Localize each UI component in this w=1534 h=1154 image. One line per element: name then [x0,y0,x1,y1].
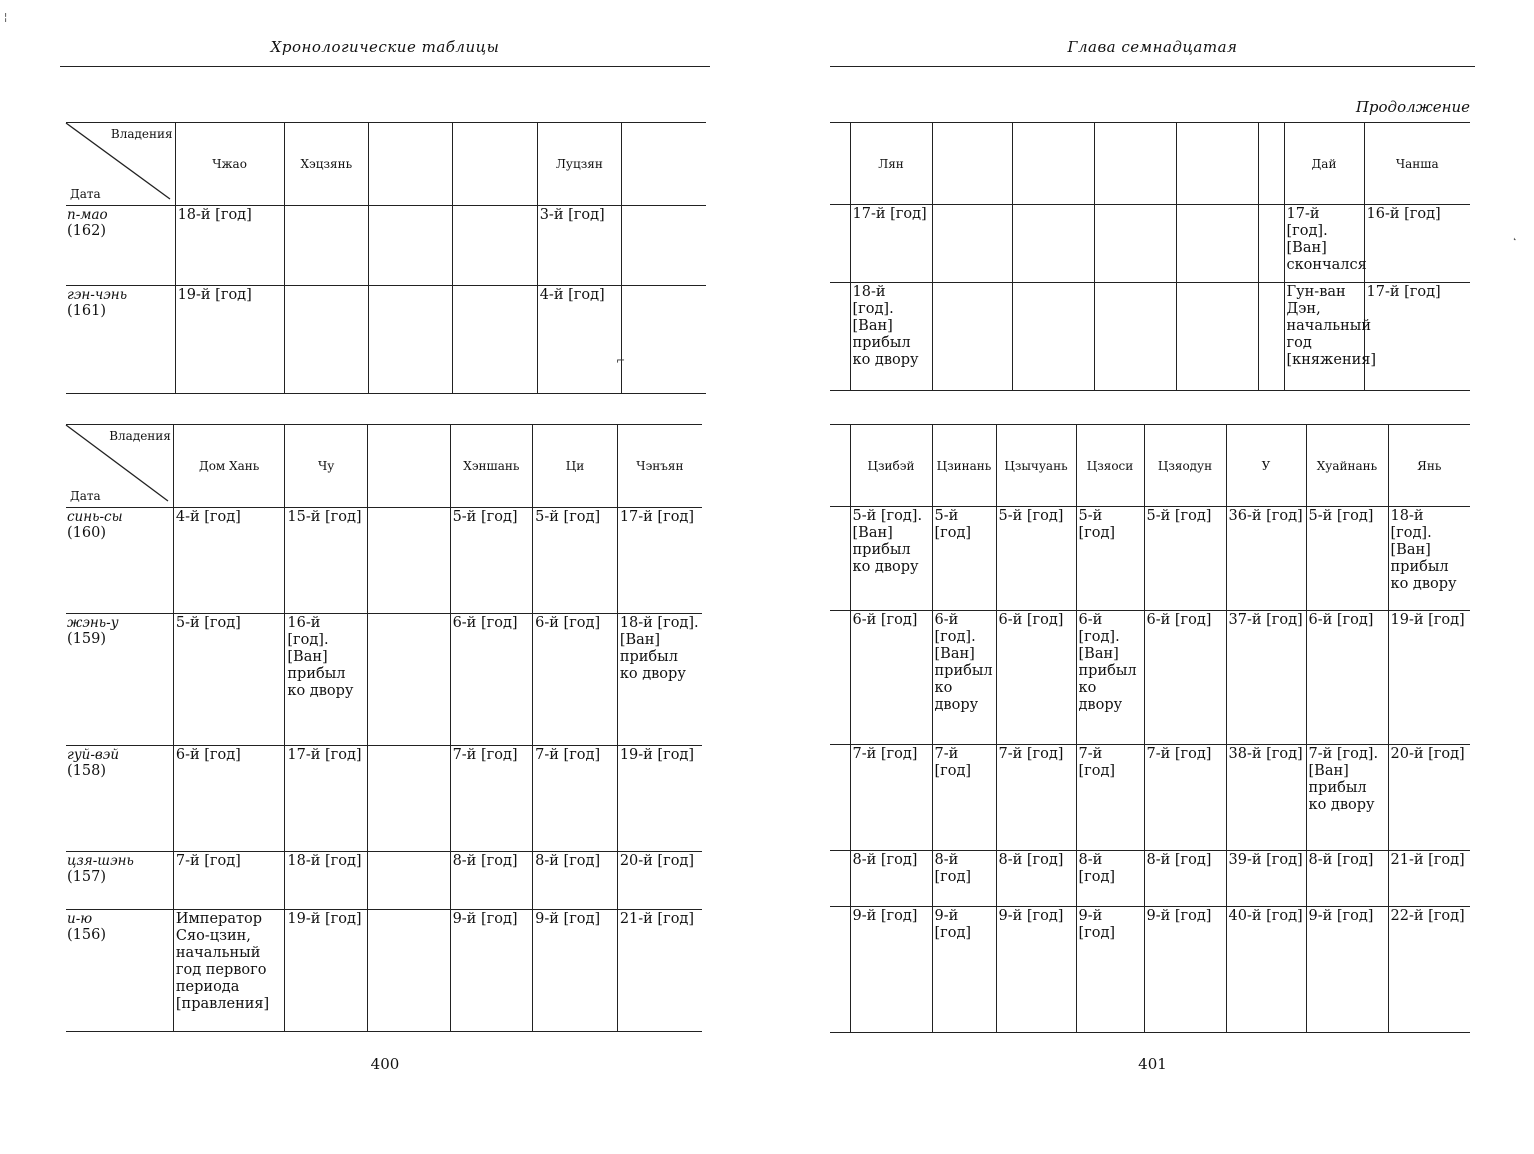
table-cell: 8-й [год] [533,852,618,910]
table-cell: 6-й [год] [996,611,1076,745]
table-row [66,910,702,1032]
column-header: Цзинань [932,425,996,507]
table-cell: 18-й [год] [285,852,368,910]
table-cell: 5-й [год] [173,614,285,746]
table-cell: 5-й [год] [1076,507,1144,611]
date-cell [66,286,175,394]
column-header: Цзычуань [996,425,1076,507]
table-cell: 39-й [год] [1226,851,1306,907]
table-cell: 20-й [год] [1388,745,1470,851]
corner-label-date: Дата [70,489,101,503]
table-cell [453,206,537,286]
date-cyclical-name: и-ю [67,911,93,927]
column-header: Хуайнань [1306,425,1388,507]
table-cell: 8-й [год] [850,851,932,907]
left-running-head: Хронологические таблицы [270,38,500,56]
table-cell: 9-й [год] [1306,907,1388,1033]
table-cell [1176,205,1258,283]
table-cell: 17-й [год] [1364,283,1470,391]
table-row [830,745,1470,851]
table-cell [1176,283,1258,391]
date-cyclical-name: синь-сы [67,509,123,525]
scan-mark: ¦ [4,12,8,23]
table-cell: 9-й [год] [533,910,618,1032]
right-table-top [830,122,1470,391]
table-row [66,614,702,746]
table-cell [284,286,368,394]
table-cell: 6-й [год] [173,746,285,852]
corner-cell [66,123,175,206]
blank-gutter-cell [830,851,850,907]
column-header: Цзяодун [1144,425,1226,507]
table-cell: Император Сяо-цзин, начальный год первого периода [правления] [173,910,285,1032]
table-cell: 19-й [год] [175,286,284,394]
blank-gutter-cell [830,907,850,1033]
table-cell [1094,205,1176,283]
table-row [66,286,706,394]
table-cell: 5-й [год] [1306,507,1388,611]
date-cyclical-name: гэн-чэнь [67,287,128,303]
date-cyclical-name: гуй-вэй [67,747,120,763]
table-row [830,611,1470,745]
table-row [66,206,706,286]
table-cell: 6-й [год]. [Ван] прибыл ко двору [932,611,996,745]
column-header [367,425,450,508]
corner-label-holdings: Владения [110,127,173,141]
table-cell: 5-й [год] [996,507,1076,611]
table-cell: 38-й [год] [1226,745,1306,851]
left-head-rule [60,66,710,67]
column-header [1012,123,1094,205]
table-cell: 17-й [год] [617,508,702,614]
column-header: Ци [533,425,618,508]
column-header [622,123,706,206]
table-cell: 7-й [год] [173,852,285,910]
table-cell: 8-й [год] [932,851,996,907]
table-cell: 8-й [год] [1306,851,1388,907]
table-cell [367,746,450,852]
left-table-bottom-header-row [66,425,702,508]
table-cell: 19-й [год] [1388,611,1470,745]
table-cell [622,286,706,394]
table-cell [1012,205,1094,283]
table-cell: 9-й [год] [996,907,1076,1033]
date-year: (160) [67,525,106,541]
table-cell: 19-й [год] [285,910,368,1032]
column-header: У [1226,425,1306,507]
table-cell: 9-й [год] [1076,907,1144,1033]
table-cell: 7-й [год] [996,745,1076,851]
table-cell: 4-й [год] [173,508,285,614]
table-cell [1258,205,1284,283]
column-header [1094,123,1176,205]
column-header: Чэнъян [617,425,702,508]
table-row [830,205,1470,283]
table-cell: 6-й [год] [1306,611,1388,745]
table-cell: 18-й [год] [175,206,284,286]
column-header: Хэцзянь [284,123,368,206]
left-table-top [66,122,706,394]
table-cell: 16-й [год] [1364,205,1470,283]
table-cell: 5-й [год]. [Ван] прибыл ко двору [850,507,932,611]
table-cell: 9-й [год] [1144,907,1226,1033]
column-header: Хэншань [450,425,533,508]
column-header: Чу [285,425,368,508]
table-cell: 9-й [год] [850,907,932,1033]
table-cell: 21-й [год] [617,910,702,1032]
table-cell [1094,283,1176,391]
date-year: (161) [67,303,106,319]
column-header: Янь [1388,425,1470,507]
column-header: Луцзян [537,123,621,206]
blank-gutter-cell [830,425,850,507]
left-page-number: 400 [370,1055,400,1073]
table-cell: 5-й [год] [1144,507,1226,611]
right-head-rule [830,66,1475,67]
table-cell: 37-й [год] [1226,611,1306,745]
date-year: (157) [67,869,106,885]
table-cell [932,205,1012,283]
left-table-top-header-row [66,123,706,206]
table-cell: 8-й [год] [450,852,533,910]
table-cell: 8-й [год] [996,851,1076,907]
column-header: Чанша [1364,123,1470,205]
table-cell: 18-й [год]. [Ван] прибыл ко двору [1388,507,1470,611]
table-row [66,746,702,852]
column-header: Дай [1284,123,1364,205]
right-page-number: 401 [1138,1055,1167,1073]
table-row [830,851,1470,907]
date-cyclical-name: цзя-шэнь [67,853,134,869]
table-row [830,283,1470,391]
column-header [932,123,1012,205]
table-cell: 6-й [год] [450,614,533,746]
blank-gutter-cell [830,507,850,611]
table-cell: Гун-ван Дэн, начальный год [княжения] [1284,283,1364,391]
table-cell: 9-й [год] [450,910,533,1032]
table-cell: 7-й [год] [1144,745,1226,851]
table-cell [1012,283,1094,391]
table-cell [1258,283,1284,391]
table-cell [622,206,706,286]
table-row [66,508,702,614]
table-cell [368,206,452,286]
table-cell: 6-й [год] [850,611,932,745]
table-cell: 16-й [год]. [Ван] прибыл ко двору [285,614,368,746]
table-row [66,852,702,910]
table-cell: 3-й [год] [537,206,621,286]
table-cell: 22-й [год] [1388,907,1470,1033]
table-cell: 6-й [год] [1144,611,1226,745]
table-cell: 36-й [год] [1226,507,1306,611]
table-cell: 7-й [год] [932,745,996,851]
table-row [830,507,1470,611]
date-cell [66,206,175,286]
date-year: (158) [67,763,106,779]
column-header [368,123,452,206]
right-running-head: Глава семнадцатая [1067,38,1238,56]
table-cell [367,508,450,614]
column-header: Чжао [175,123,284,206]
corner-label-holdings: Владения [109,429,171,443]
table-cell: 5-й [год] [450,508,533,614]
table-cell [367,852,450,910]
table-cell: 8-й [год] [1144,851,1226,907]
date-cell [66,910,173,1032]
date-year: (162) [67,223,106,239]
table-cell [453,286,537,394]
date-cyclical-name: п-мао [67,207,108,223]
right-table-bottom-header-row [830,425,1470,507]
table-cell: 17-й [год] [285,746,368,852]
table-cell [932,283,1012,391]
table-cell [368,286,452,394]
blank-gutter-cell [830,611,850,745]
column-header [1176,123,1258,205]
date-year: (159) [67,631,106,647]
table-row [830,907,1470,1033]
blank-gutter-cell [830,123,850,205]
table-cell: 18-й [год]. [Ван] прибыл ко двору [850,283,932,391]
blank-gutter-cell [830,283,850,391]
table-cell [284,206,368,286]
table-cell: 17-й [год]. [Ван] скончался [1284,205,1364,283]
column-header: Цзибэй [850,425,932,507]
table-cell: 20-й [год] [617,852,702,910]
column-header: Цзяоси [1076,425,1144,507]
table-cell: 7-й [год] [450,746,533,852]
table-cell: 5-й [год] [533,508,618,614]
table-cell: 21-й [год] [1388,851,1470,907]
table-cell: 5-й [год] [932,507,996,611]
table-cell: 6-й [год]. [Ван] прибыл ко двору [1076,611,1144,745]
right-page [830,0,1475,1154]
table-cell: 6-й [год] [533,614,618,746]
corner-label-date: Дата [70,187,101,201]
table-cell: 9-й [год] [932,907,996,1033]
table-cell: 4-й [год] [537,286,621,394]
table-cell: 7-й [год] [533,746,618,852]
scan-mark: ˛ [1512,228,1518,241]
date-cell [66,614,173,746]
table-cell: 40-й [год] [1226,907,1306,1033]
scan-mark: ⌐ [616,354,626,367]
corner-cell [66,425,173,508]
date-year: (156) [67,927,106,943]
date-cyclical-name: жэнь-у [67,615,119,631]
blank-gutter-cell [830,205,850,283]
column-header [453,123,537,206]
right-table-bottom [830,424,1470,1033]
table-cell: 18-й [год]. [Ван] прибыл ко двору [617,614,702,746]
table-cell: 8-й [год] [1076,851,1144,907]
blank-gutter-cell [830,745,850,851]
table-cell: 17-й [год] [850,205,932,283]
right-table-top-header-row [830,123,1470,205]
date-cell [66,746,173,852]
column-header: Лян [850,123,932,205]
column-header: Дом Хань [173,425,285,508]
table-cell [367,614,450,746]
table-cell: 7-й [год]. [Ван] прибыл ко двору [1306,745,1388,851]
table-cell: 7-й [год] [850,745,932,851]
date-cell [66,852,173,910]
table-cell: 19-й [год] [617,746,702,852]
table-cell: 7-й [год] [1076,745,1144,851]
column-header [1258,123,1284,205]
continuation-label: Продолжение [1355,98,1470,116]
left-table-bottom [66,424,702,1032]
table-cell: 15-й [год] [285,508,368,614]
table-cell [367,910,450,1032]
left-page [60,0,710,1154]
date-cell [66,508,173,614]
